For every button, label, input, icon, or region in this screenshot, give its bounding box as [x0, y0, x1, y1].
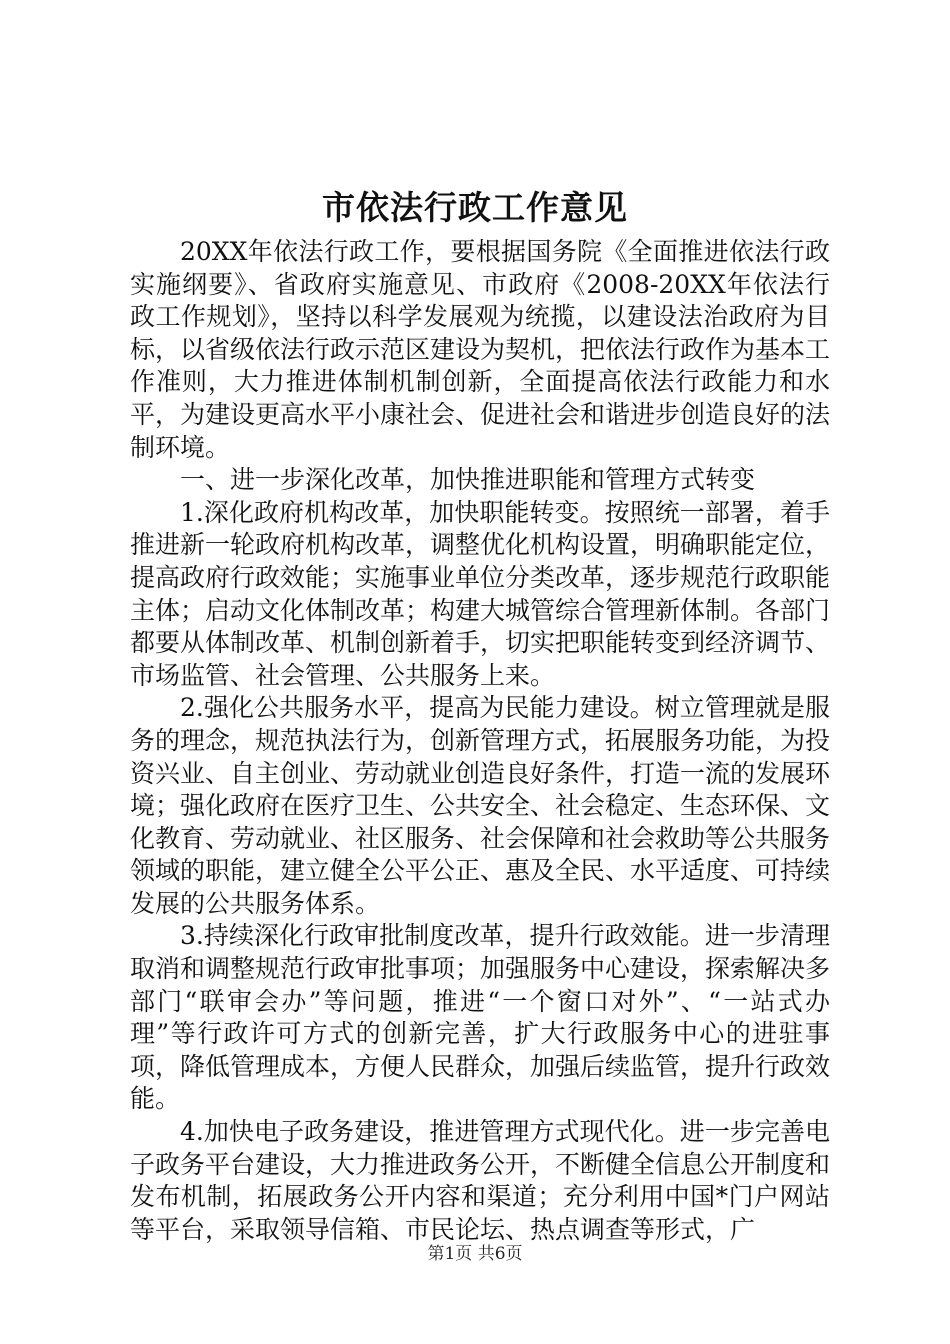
section-heading-1: 一、进一步深化改革，加快推进职能和管理方式转变: [180, 465, 756, 495]
item-paragraph-3: 3.持续深化行政审批制度改革，提升行政效能。进一步清理取消和调整规范行政审批事项；加强服务中心建设，探索解决多部门“联审会办”等问题，推进“一个窗口对外”、“一站式办理”等行政许可方式的创新完善，扩大行政服务中心的进驻事项，降低管理成本，方便人民群众，加强后续监管，提升行政效能。: [130, 921, 831, 1114]
item-paragraph-2: 2.强化公共服务水平，提高为民能力建设。树立管理就是服务的理念，规范执法行为，创新管理方式，拓展服务功能，为投资兴业、自主创业、劳动就业创造良好条件，打造一流的发展环境；强化政府在医疗卫生、公共安全、社会稳定、生态环保、文化教育、劳动就业、社区服务、社会保障和社会救助等公共服务领域的职能，建立健全公平公正、惠及全民、水平适度、可持续发展的公共服务体系。: [130, 693, 831, 918]
item-paragraph-4: 4.加快电子政务建设，推进管理方式现代化。进一步完善电子政务平台建设，大力推进政务公开，不断健全信息公开制度和发布机制，拓展政务公开内容和渠道；充分利用中国*门户网站等平台，采取领导信箱、市民论坛、热点调查等形式，广: [130, 1117, 831, 1244]
page-number-footer: 第1页 共6页: [427, 1244, 523, 1264]
intro-paragraph: 20XX年依法行政工作，要根据国务院《全面推进依法行政实施纲要》、省政府实施意见、市政府《2008-20XX年依法行政工作规划》，坚持以科学发展观为统揽，以建设法治政府为目标，以省级依法行政示范区建设为契机，把依法行政作为基本工作准则，大力推进体制机制创新，全面提高依法行政能力和水平，为建设更高水平小康社会、促进社会和谐进步创造良好的法制环境。: [130, 237, 831, 462]
item-paragraph-1: 1.深化政府机构改革，加快职能转变。按照统一部署，着手推进新一轮政府机构改革，调整优化机构设置，明确职能定位，提高政府行政效能；实施事业单位分类改革，逐步规范行政职能主体；启动文化体制改革；构建大城管综合管理新体制。各部门都要从体制改革、机制创新着手，切实把职能转变到经济调节、市场监管、社会管理、公共服务上来。: [130, 497, 831, 690]
document-body: [130, 236, 830, 1246]
document-title: 市依法行政工作意见: [322, 188, 628, 227]
